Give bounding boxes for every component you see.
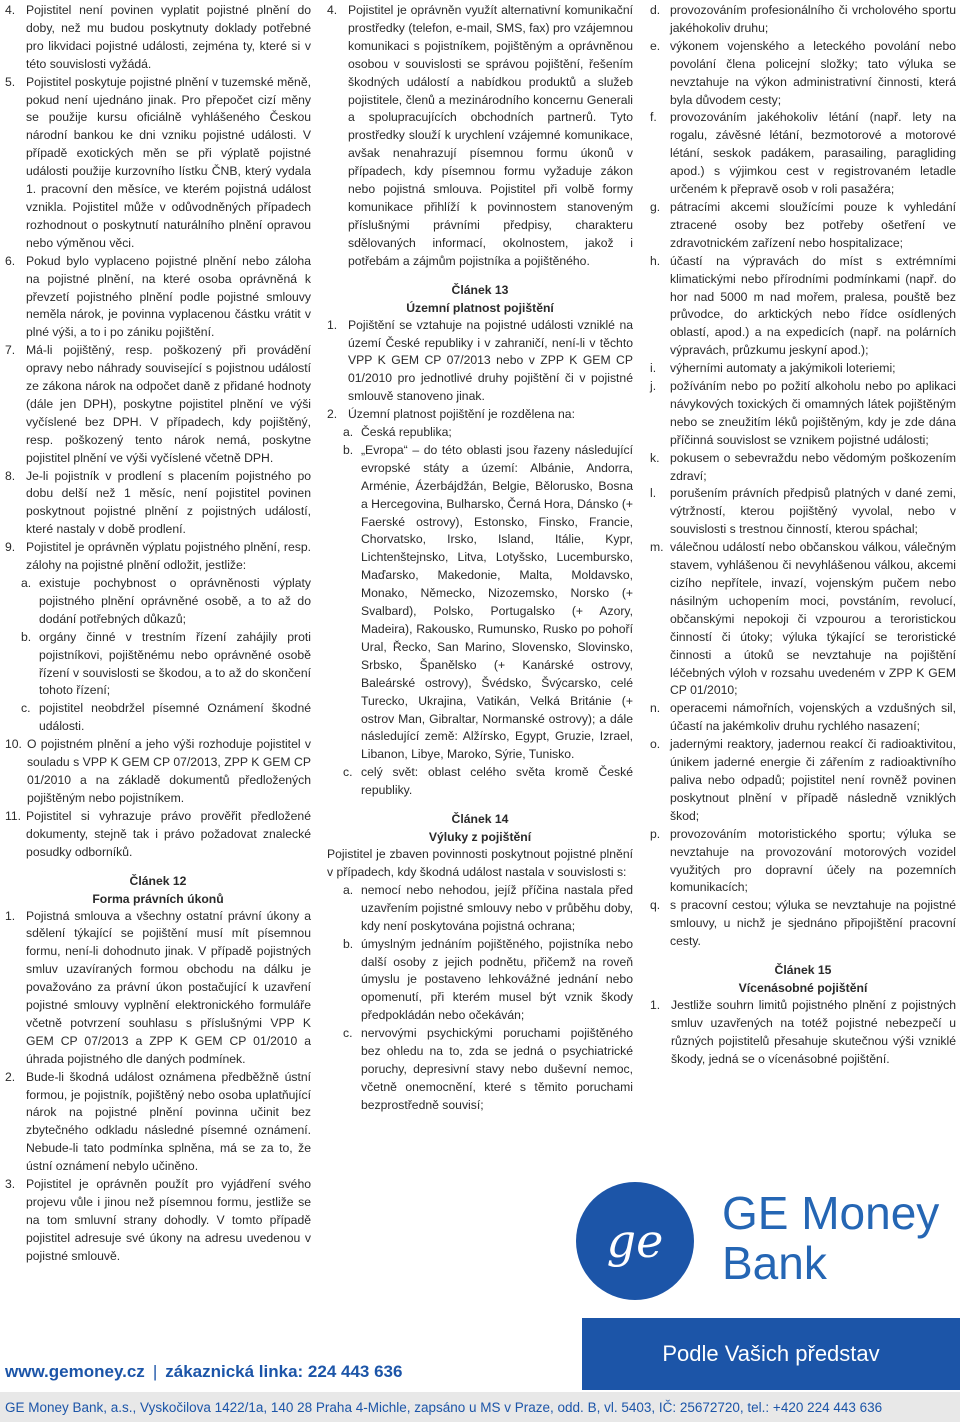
article-14-title: Výluky z pojištění	[428, 830, 532, 845]
item-number: q.	[650, 898, 661, 913]
sub-item	[327, 764, 633, 800]
list-item	[5, 342, 311, 467]
item-text: orgány činné v trestním řízení zahájily proti pojistníkovi, pojištěnému nebo oprávněné osobě řízení v souvislosti se škodou, a to až do skončení tohoto řízení;	[39, 629, 311, 698]
sub-item	[650, 360, 956, 378]
separator: |	[152, 1362, 158, 1381]
item-text: výherními automaty a jakýmikoli loteriemi;	[670, 361, 896, 376]
item-text: válečnou událostí nebo občanskou válkou, válečným stavem, vyhlášenou či nevyhlášenou válkou, akcemi cizího nepřítele, invazí, vojenským pučem nebo násilným uchopením moci, povstáním, revolucí, občanskými nepokoji či vzpourou a teroristickou činností či útoky; výluka týkající se teroristické činnosti a útoků se nevztahuje na pojištění léčebných výloh v rozsahu uvedeném v ZPP K GEM CP 01/2010;	[670, 540, 956, 698]
item-number: i.	[650, 361, 657, 376]
item-number: e.	[650, 38, 661, 53]
list-item	[5, 253, 311, 343]
item-text: účastí na výpravách do míst s extrémními klimatickými nebo přírodními podmínkami (např. do hor nad 5000 m nad mořem, pralesa, pouště bez průvodce, do arktických nebo řídce osídlených oblastí, apod.) a na expedicích (např. na polárních výpravách, průzkumu jeskyní apod.);	[670, 253, 956, 358]
article-13-heading	[327, 281, 633, 317]
item-number: f.	[650, 110, 657, 125]
article-14-intro: Pojistitel je zbaven povinnosti poskytnout pojistné plnění v případech, kdy škodná událost nastala v souvislosti s:	[327, 847, 633, 879]
list-item	[5, 808, 311, 862]
item-number: 1.	[327, 317, 338, 332]
item-text: jadernými reaktory, jadernou reakcí či radioaktivitou, únikem jaderné energie či zářením z radioaktivního paliva nebo odpadů; pojistitel není rovněž povinen poskytnout plnění v případě následně vzniklých škod;	[670, 737, 956, 823]
item-number: 10.	[5, 737, 22, 752]
item-text: celý svět: oblast celého světa kromě České republiky.	[361, 765, 633, 798]
item-text: provozováním profesionálního či vrcholového sportu jakéhokoliv druhu;	[670, 3, 956, 35]
item-text: Pojistitel je oprávněn výplatu pojistného plnění, resp. zálohy na pojistné plnění odložit, jestliže:	[26, 540, 311, 573]
sub-item	[650, 199, 956, 253]
article-12-items	[5, 908, 311, 1266]
ge-monogram-icon	[576, 1182, 694, 1300]
item-number: a.	[21, 576, 32, 590]
item-text: pátracími akcemi sloužícími pouze k vyhledání ztracené osoby bez potřeby ošetření ve zdravotnickém zařízení nebo hospitalizace;	[670, 199, 956, 250]
sub-item	[327, 424, 633, 442]
item-number: b.	[21, 629, 32, 644]
list-item	[5, 1069, 311, 1176]
sub-item	[5, 575, 311, 629]
monogram-text: ge	[606, 1214, 664, 1268]
item-number: 6.	[5, 253, 16, 268]
list-item	[327, 317, 633, 407]
list-item	[5, 2, 311, 74]
item-text: výkonem vojenského a leteckého povolání nebo povolání člena policejní složky; tato výluka se nevztahuje na výkon administrativní činnosti, která byla důvodem cesty;	[670, 38, 956, 107]
item-text: Česká republika;	[361, 425, 452, 440]
sub-item	[650, 2, 956, 38]
item-number: 8.	[5, 468, 16, 483]
company-footer	[0, 1392, 960, 1422]
item-text: pojistitel neobdržel písemné Oznámení škodné události.	[39, 701, 311, 734]
item-text: provozováním motoristického sportu; výluka se nevztahuje na provozování motorových vozidel využitých pro dopravní účely na pozemních komunikacích;	[670, 826, 956, 895]
column-1	[5, 2, 311, 1266]
item-number: j.	[650, 379, 657, 394]
article-15-label: Článek 15	[774, 963, 832, 978]
item-number: o.	[650, 737, 661, 752]
item-number: b.	[343, 442, 354, 457]
item-number: c.	[21, 701, 31, 716]
item-text: Pojištění se vztahuje na pojistné události vzniklé na území České republiky i v zahraničí, není-li v těchto VPP K GEM CP 07/2013 nebo v ZPP K GEM CP 01/2010 pro jednotlivé druhy pojištění či v pojistné smlouvě stanoveno jinak.	[348, 317, 633, 404]
sub-item	[650, 378, 956, 450]
item-number: b.	[343, 936, 354, 951]
article-13-label: Článek 13	[451, 282, 509, 297]
article-11-items-continued	[5, 736, 311, 861]
contact-line	[5, 1362, 402, 1382]
item-text: Má-li pojištěný, resp. poškozený při provádění opravy nebo náhrady související s pojistnou událostí ze zákona nárok na odpočet daně z přidané hodnoty (dále jen DPH), poskytne pojistitel plnění ve výši vyčíslené bez DPH. V případech, kdy pojištěný, resp. poškozený tento nárok nemá, poskytne pojistitel plnění ve výši vyčíslené včetně DPH.	[26, 343, 311, 465]
item-text: operacemi námořních, vojenských a vzdušných sil, účastí na jakémkoliv druhu rychlého nasazení;	[670, 701, 956, 734]
sub-item	[650, 736, 956, 826]
item-number: 3.	[5, 1177, 16, 1192]
item-number: 4.	[327, 3, 338, 17]
item-text: úmyslným jednáním pojištěného, pojistníka nebo další osoby z jejich podnětu, přičemž na roveň úmyslu je postaveno lehkovážné jednání nebo opomenutí, při kterém musel být vznik škody předpokládán nebo očekáván;	[361, 936, 633, 1023]
item-number: g.	[650, 199, 661, 214]
item-number: 1.	[5, 908, 16, 923]
item-text: existuje pochybnost o oprávněnosti výplaty pojistného plnění oprávněné osobě, a to až do dodání potřebných důkazů;	[39, 576, 311, 626]
item-text: Pojistitel si vyhrazuje právo prověřit předložené dokumenty, stejně tak i právo požadovat znalecké posudky odborníků.	[26, 808, 311, 859]
article-14-label: Článek 14	[451, 812, 509, 827]
article-13-items	[327, 317, 633, 424]
sub-item	[5, 629, 311, 701]
item-number: a.	[343, 425, 354, 440]
item-number: d.	[650, 3, 661, 17]
list-item	[5, 908, 311, 1069]
article-13-subitems	[327, 424, 633, 800]
list-item	[5, 74, 311, 253]
item-text: s pracovní cestou; výluka se nevztahuje na pojistné smlouvy, u nichž je sjednáno připojištění pracovní cesty.	[670, 898, 956, 949]
article-12-label: Článek 12	[129, 873, 187, 888]
website-link[interactable]: www.gemoney.cz	[5, 1362, 145, 1381]
item-number: h.	[650, 253, 661, 268]
sub-item	[650, 897, 956, 951]
item-number: k.	[650, 450, 660, 465]
item-number: 4.	[5, 3, 16, 17]
item-text: Jestliže souhrn limitů pojistného plnění z pojistných smluv uzavřených na totéž pojistné nebezpečí u různých pojistitelů přesahuje skutečnou výši vzniklé škody, jedná se o vícenásobné pojištění.	[671, 998, 956, 1066]
item-text: Pojistitel není povinen vyplatit pojistné plnění do doby, než mu budou poskytnuty doklady potřebné pro likvidaci pojistné události, zejména ty, které si v této souvislosti vyžádá.	[26, 3, 311, 71]
sub-item	[327, 882, 633, 936]
article-12-heading	[5, 872, 311, 908]
article-11-items	[5, 2, 311, 575]
footer-text: GE Money Bank, a.s., Vyskočilova 1422/1a, 140 28 Praha 4-Michle, zapsáno u MS v Praze, odd. B, vl. 5403, IČ: 25672720, tel.: +420 224 443 636	[5, 1399, 883, 1415]
item-text: Pojistitel poskytuje pojistné plnění v tuzemské měně, pokud není ujednáno jinak. Pro přepočet cizí měny se použije kursu oficiálně vyhlášeného Českou národní bankou ke dni vzniku pojistné události. V případě exotických měn se při výplatě pojistné události použije kurzovního lístku ČNB, který vydala 1. pracovní den měsíce, ve kterém pojistná událost vznikla. Pojistitel může v odůvodněných případech rozhodnout o poskytnutí naturálního plnění opravou nebo výměnou věci.	[26, 74, 311, 250]
item-text: provozováním jakéhokoliv létání (např. lety na rogalu, závěsné létání, bezmotorové a motorové létání, seskok padákem, parasailing, paragliding apod.) s výjimkou cest v registrovaném letadle určeném k přepravě osob v roli pasažéra;	[670, 110, 956, 197]
sub-item	[650, 485, 956, 539]
item-text: Pojistná smlouva a všechny ostatní právní úkony a sdělení týkající se pojištění musí mít písemnou formu, není-li dohodnuto jinak. V případě pojistných smluv uzavíraných formou obchodu na dálku je považováno za právní úkon postačující k uzavření pojistné smlouvy vyplnění elektronického formuláře včetně potvrzení souhlasu s příslušnými VPP K GEM CP 07/2013 a ZPP K GEM CP 01/2010 a úhrada pojistného dle daných podmínek.	[26, 908, 311, 1066]
sub-item	[650, 539, 956, 700]
brand-logo-area	[576, 1182, 956, 1312]
article-15-items	[650, 997, 956, 1069]
item-number: a.	[343, 882, 354, 897]
article-14-subitems	[327, 882, 633, 1115]
item-number: 2.	[327, 407, 338, 422]
item-number: 1.	[650, 998, 661, 1013]
sub-item	[650, 109, 956, 199]
list-item	[327, 406, 633, 424]
article-12-title: Forma právních úkonů	[92, 891, 224, 906]
item-number: m.	[650, 540, 664, 555]
item-number: p.	[650, 826, 661, 841]
item-text: Je-li pojistník v prodlení s placením pojistného po dobu delší než 1 měsíc, není pojistitel povinen poskytnout pojistné plnění z pojistných událostí, které nastaly v době prodlení.	[26, 468, 311, 537]
sub-item	[650, 253, 956, 360]
item-text: Pojistitel je oprávněn využít alternativní komunikační prostředky (telefon, e-mail, SMS, fax) pro vzájemnou komunikaci s pojistníkem, pojištěným a oprávněnou osobou v souvislosti se správou pojištění, řešením škodných událostí a nabídkou produktů a služeb pojistitele, členů a mezinárodního koncernu Generali a spolupracujících obchodních partnerů. Tyto prostředky slouží k urychlení vzájemné komunikace, avšak nenahrazují písemnou formu úkonů v případech, kdy písemnou formu vyžaduje zákon nebo pojistná smlouva. Pojistitel při volbě formy komunikace přihlíží k povinnostem stanoveným příslušnými právními předpisy, charakteru sdělovaných informací, okolnostem, jakož i potřebám a zájmům pojistníka a pojištěného.	[348, 3, 633, 268]
article-14-subitems-continued	[650, 2, 956, 951]
item-text: nervovými psychickými poruchami pojištěného bez ohledu na to, zda se jedná o psychiatrické poruchy, depresivní stavy nebo duševní nemoc, včetně onemocnění, které s těmito poruchami bezprostředně souvisí;	[361, 1026, 633, 1112]
brand-name-line-1: GE Money	[722, 1187, 940, 1239]
list-item	[5, 1176, 311, 1266]
item-number: l.	[650, 486, 657, 501]
item-number: c.	[343, 765, 353, 780]
list-item	[5, 539, 311, 575]
sub-item	[650, 826, 956, 898]
article-13-title: Územní platnost pojištění	[406, 300, 554, 315]
item-9-subitems	[5, 575, 311, 736]
sub-item	[5, 700, 311, 736]
sub-item	[327, 1025, 633, 1115]
item-number: 11.	[5, 808, 22, 823]
item-text: Bude-li škodná událost oznámena předběžně ústní formou, je pojistník, pojištěný nebo osoba uplatňující nárok na pojistné plnění povinna učinit bez zbytečného odkladu následné písemné oznámení. Nebude-li tato podmínka splněna, má se za to, že ústní oznámení nebylo učiněno.	[26, 1069, 311, 1174]
item-text: nemocí nebo nehodou, jejíž příčina nastala před uzavřením pojistné smlouvy nebo v průběhu doby, kdy není poskytována pojistná ochrana;	[361, 882, 633, 933]
sub-item	[650, 450, 956, 486]
brand-name	[722, 1188, 939, 1288]
item-text: požíváním nebo po požití alkoholu nebo po aplikaci návykových toxických či omamných látek pojištěným nebo se zneužitím léků pojištěným, kdy je zde dána příčinná souvislost se vznikem pojistné události;	[670, 379, 956, 447]
list-item	[5, 468, 311, 540]
sub-item	[650, 38, 956, 110]
item-number: c.	[343, 1026, 353, 1041]
article-12-item-4	[327, 2, 633, 271]
sub-item	[650, 700, 956, 736]
item-number: 9.	[5, 540, 16, 555]
sub-item	[327, 936, 633, 1026]
slogan-banner	[582, 1318, 960, 1390]
item-number: 5.	[5, 74, 16, 89]
item-text: porušením právních předpisů platných v dané zemi, výtržností, kterou pojištěný vyvolal, nebo v souvislosti s trestnou činností, kterou spáchal;	[670, 486, 956, 537]
brand-name-line-2: Bank	[722, 1237, 827, 1289]
item-text: „Evropa“ – do této oblasti jsou řazeny následující evropské státy a území: Albánie, Andorra, Arménie, Ázerbájdžán, Belgie, Bělorusko, Bosna a Hercegovina, Bulharsko, Černá Hora, Dánsko (+ Faerské ostrovy), Estonsko, Finsko, Francie, Chorvatsko, Irsko, Island, Itálie, Kypr, Lichtenštejnsko, Litva, Lotyšsko, Lucembursko, Maďarsko, Makedonie, Malta, Moldavsko, Monako, Německo, Nizozemsko, Norsko (+ Svalbard), Polsko, Portugalsko (+ Azory, Madeira), Rakousko, Rumunsko, Rusko po pohoří Ural, Řecko, San Marino, Slovensko, Slovinsko, Srbsko, Španělsko (+ Kanárské ostrovy, Baleárské ostrovy), Švédsko, Švýcarsko, celé Turecko, Ukrajina, Vatikán, Velká Británie (+ ostrov Man, Gibraltar, Normanské ostrovy); a dále následující země: Alžírsko, Egypt, Gruzie, Izrael, Libanon, Libye, Maroko, Sýrie, Tunisko.	[361, 442, 633, 762]
item-text: Pojistitel je oprávněn použít pro vyjádření svého projevu vůle i jinou než písemnou formu, jestliže se na tom smluvní strany dohodly. V tomto případě pojistitel adresuje své úkony na adresu uvedenou v pojistné smlouvě.	[26, 1177, 311, 1263]
item-number: n.	[650, 701, 661, 716]
sub-item	[327, 442, 633, 764]
article-15-heading	[650, 961, 956, 997]
item-text: Územní platnost pojištění je rozdělena na:	[348, 407, 575, 422]
item-number: 7.	[5, 343, 16, 358]
item-text: pokusem o sebevraždu nebo vědomým poškozením zdraví;	[670, 450, 956, 483]
article-14-heading	[327, 810, 633, 846]
list-item	[650, 997, 956, 1069]
column-2	[327, 2, 633, 1115]
article-15-title: Vícenásobné pojištění	[738, 981, 868, 996]
item-number: 2.	[5, 1069, 16, 1084]
hotline-text: zákaznická linka: 224 443 636	[165, 1362, 403, 1381]
column-3	[650, 2, 956, 1069]
slogan-text: Podle Vašich představ	[662, 1341, 880, 1366]
item-text: O pojistném plnění a jeho výši rozhoduje pojistitel v souladu s VPP K GEM CP 07/2013, ZPP K GEM CP 01/2010 a na základě dokumentů předložených pojištěným nebo pojistníkem.	[26, 737, 311, 805]
item-text: Pokud bylo vyplaceno pojistné plnění nebo záloha na pojistné plnění, na které osoba oprávněná k převzetí pojistného plnění podle pojistné smlouvy neměla nárok, je povinna vyplacenou částku vrátit v plné výši, a to i po zániku pojištění.	[26, 253, 311, 340]
list-item	[5, 736, 311, 808]
